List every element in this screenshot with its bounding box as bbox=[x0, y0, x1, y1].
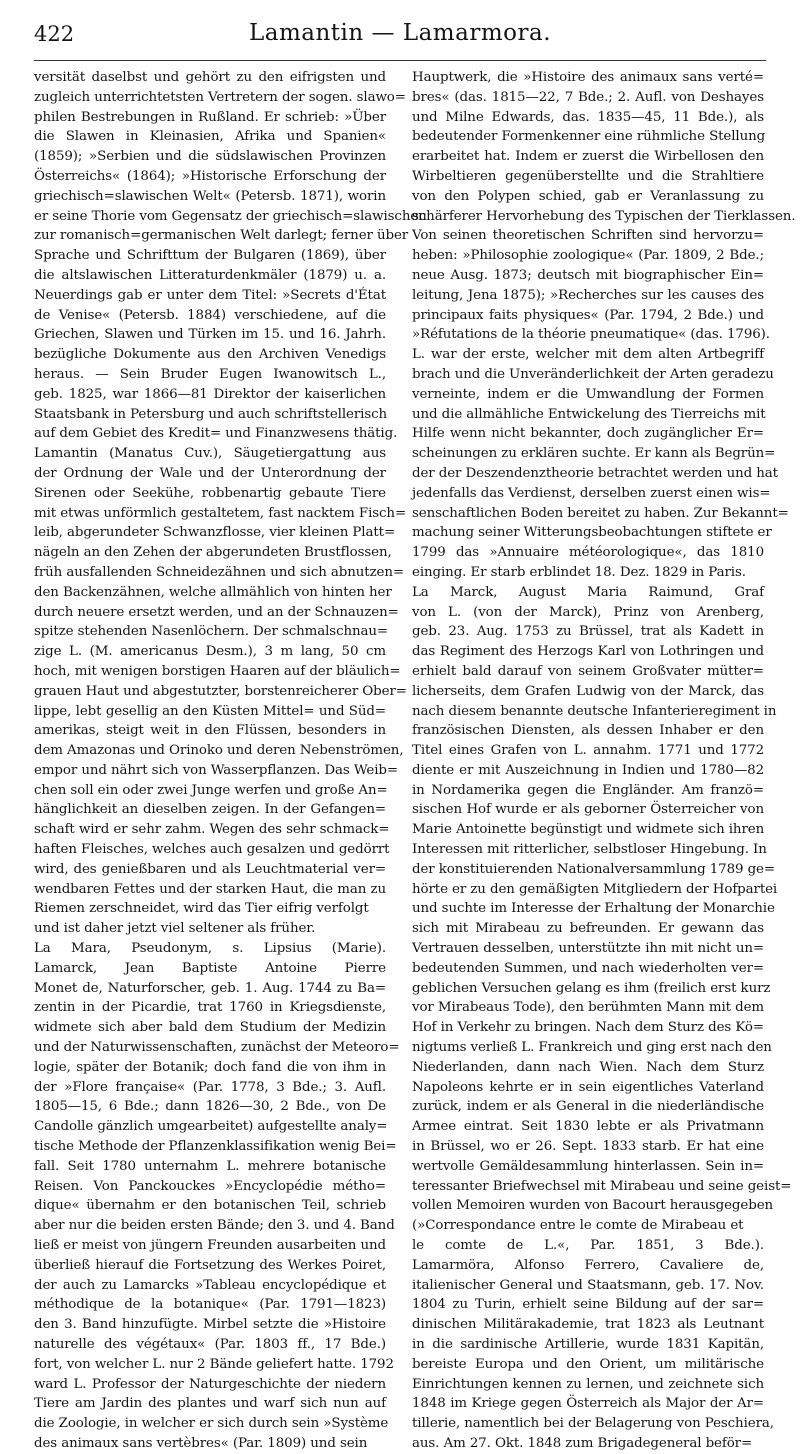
left-column-line: die Slawen in Kleinasien, Afrika und Spanien« bbox=[34, 129, 386, 145]
right-column-line: der konstituierenden Nationalversammlung 1789 ge= bbox=[412, 861, 775, 877]
left-column-line: den 3. Band hinzufügte. Mirbel setzte die »Histoire bbox=[34, 1317, 386, 1333]
left-column-line: Griechen, Slawen und Türken im 15. und 16. Jahrh. bbox=[34, 327, 386, 343]
right-column-line: La Marck, August Maria Raimund, Graf bbox=[412, 584, 764, 600]
right-column-line: geblichen Versuchen gelang es ihm (freilich erst kurz bbox=[412, 980, 771, 996]
left-column-line: früh ausfallenden Schneidezähnen und sich abnutzen= bbox=[34, 564, 405, 580]
right-column-line: Titel eines Grafen von L. annahm. 1771 und 1772 bbox=[412, 743, 764, 759]
left-column-line: naturelle des végétaux« (Par. 1803 ff., 17 Bde.) bbox=[34, 1337, 386, 1352]
right-column-line: italienischer General und Staatsmann, geb. 17. Nov. bbox=[412, 1277, 764, 1293]
left-column-line: fall. Seit 1780 unternahm L. mehrere botanische bbox=[34, 1158, 386, 1174]
left-column bbox=[34, 68, 427, 1454]
right-column-line: geb. 23. Aug. 1753 zu Brüssel, trat als Kadett in bbox=[412, 624, 764, 640]
running-head: Lamantin — Lamarmora. bbox=[248, 20, 552, 46]
left-column-line: Lamarck, Jean Baptiste Antoine Pierre bbox=[34, 960, 386, 976]
right-column-line: erarbeitet hat. Indem er zuerst die Wirbellosen den bbox=[412, 149, 764, 165]
right-column-line: nach diesem benannte deutsche Infanterieregiment in bbox=[412, 703, 777, 719]
right-column bbox=[412, 68, 796, 1454]
left-column-line: der auch zu Lamarcks »Tableau encyclopédique et bbox=[34, 1277, 386, 1293]
left-column-line: La Mara, Pseudonym, s. Lipsius (Marie). bbox=[34, 941, 386, 957]
left-column-line: empor und nährt sich von Wasserpflanzen. Das Weib= bbox=[34, 762, 399, 778]
right-column-line: einging. Er starb erblindet 18. Dez. 1829 in Paris. bbox=[412, 564, 746, 580]
right-column-line: heben: »Philosophie zoologique« (Par. 1809, 2 Bde.; bbox=[412, 248, 764, 264]
left-column-line: 1805—15, 6 Bde.; dann 1826—30, 2 Bde., von De bbox=[34, 1099, 386, 1115]
left-column-line: zur romanisch=germanischen Welt darlegt; ferner über bbox=[34, 228, 409, 244]
left-column-line: bezügliche Dokumente aus den Archiven Venedigs bbox=[34, 347, 386, 363]
left-column-line: versität daselbst und gehört zu den eifrigsten und bbox=[34, 70, 386, 85]
left-column-line: Riemen zerschneidet, wird das Tier eifrig verfolgt bbox=[34, 901, 369, 917]
right-column-line: senschaftlichen Boden bereitet zu haben. Zur Bekannt= bbox=[412, 505, 789, 521]
left-column-line: haften Fleisches, welches auch gesalzen und gedörrt bbox=[34, 842, 390, 858]
right-column-line: Hauptwerk, die »Histoire des animaux sans verté= bbox=[412, 70, 764, 85]
right-column-line: französischen Diensten, als dessen Inhaber er den bbox=[412, 723, 764, 739]
left-column-line: ließ er meist von jüngern Freunden ausarbeiten und bbox=[34, 1238, 386, 1254]
left-column-line: durch neuere ersetzt werden, und an der Schnauzen= bbox=[34, 604, 399, 620]
left-column-line: Tiere am Jardin des plantes und warf sich nun auf bbox=[34, 1396, 386, 1412]
right-column-line: in Brüssel, wo er 26. Sept. 1833 starb. Er hat eine bbox=[412, 1139, 764, 1155]
right-column-line: und suchte im Interesse der Erhaltung der Monarchie bbox=[412, 901, 775, 917]
left-column-line: und ist daher jetzt viel seltener als früher. bbox=[34, 921, 316, 937]
left-column-line: und der Naturwissenschaften, zunächst der Meteoro= bbox=[34, 1040, 400, 1056]
right-column-line: sich mit Mirabeau zu befreunden. Er gewann das bbox=[412, 921, 764, 937]
right-column-line: Wirbeltieren gegenüberstellte und die Strahltiere bbox=[412, 168, 764, 184]
right-column-line: vor Mirabeaus Tode), den berühmten Mann mit dem bbox=[412, 1000, 764, 1016]
left-column-line: Sprache und Schrifttum der Bulgaren (1869), über bbox=[34, 248, 386, 264]
right-column-line: 1799 das »Annuaire météorologique«, das 1810 bbox=[412, 545, 764, 561]
left-column-line: (1859); »Serbien und die südslawischen Provinzen bbox=[34, 149, 386, 165]
left-column-line: zentin in der Picardie, trat 1760 in Kriegsdienste, bbox=[34, 1000, 386, 1016]
page-number: 422 bbox=[34, 22, 75, 46]
left-column-line: wendbaren Fettes und der starken Haut, die man zu bbox=[34, 881, 386, 897]
left-column-line: zige L. (M. americanus Desm.), 3 m lang, 50 cm bbox=[34, 644, 386, 660]
left-column-line: er seine Thorie vom Gegensatz der griechisch=slawischen bbox=[34, 208, 427, 224]
left-column-line: dem Amazonas und Orinoko und deren Nebenströmen, bbox=[34, 743, 404, 759]
right-column-line: von den Polypen schied, gab er Veranlassung zu bbox=[412, 188, 764, 204]
right-column-line: der der Deszendenztheorie betrachtet werden und hat bbox=[412, 465, 778, 481]
right-column-line: teressanter Briefwechsel mit Mirabeau und seine geist= bbox=[412, 1178, 792, 1194]
right-column-line: nigtums verließ L. Frankreich und ging erst nach den bbox=[412, 1040, 772, 1056]
left-column-line: Reisen. Von Panckouckes »Encyclopédie métho= bbox=[34, 1178, 386, 1194]
left-column-line: spitze stehenden Nasenlöchern. Der schmalschnau= bbox=[34, 624, 389, 640]
left-column-line: Lamantin (Manatus Cuv.), Säugetiergattung aus bbox=[34, 446, 386, 462]
left-column-line: hänglichkeit an dieselben zeigen. In der Gefangen= bbox=[34, 802, 386, 818]
right-column-line: »Réfutations de la théorie pneumatique« (das. 1796). bbox=[412, 327, 770, 343]
left-column-line: schaft wird er sehr zahm. Wegen des sehr schmack= bbox=[34, 822, 390, 838]
right-column-line: 1804 zu Turin, erhielt seine Bildung auf der sar= bbox=[412, 1297, 764, 1313]
right-column-line: sischen Hof wurde er als geborner Österreicher von bbox=[412, 802, 764, 818]
left-column-line: die Zoologie, in welcher er sich durch sein »Système bbox=[34, 1416, 389, 1432]
right-column-line: verneinte, indem er die Umwandlung der Formen bbox=[412, 386, 764, 402]
right-column-line: Marie Antoinette begünstigt und widmete sich ihren bbox=[412, 822, 765, 838]
left-column-line: grauen Haut und abgestutzter, borstenreicherer Ober= bbox=[34, 683, 407, 699]
left-column-line: aber nur die beiden ersten Bände; den 3. und 4. Band bbox=[34, 1218, 395, 1234]
right-column-line: leitung, Jena 1875); »Recherches sur les causes des bbox=[412, 287, 764, 303]
right-column-line: bedeutenden Summen, und nach wiederholten ver= bbox=[412, 960, 764, 976]
right-column-line: brach und die Unveränderlichkeit der Arten geradezu bbox=[412, 366, 774, 382]
left-column-line: nägeln an den Zehen der abgerundeten Brustflossen, bbox=[34, 545, 392, 561]
right-column-line: in Nordamerika gegen die Engländer. Am franzö= bbox=[412, 782, 764, 798]
left-column-line: wird, des genießbaren und als Leuchtmaterial ver= bbox=[34, 861, 386, 877]
left-column-line: mit etwas unförmlich gestaltetem, fast nacktem Fisch= bbox=[34, 505, 407, 521]
right-column-line: Lamarmöra, Alfonso Ferrero, Cavaliere de, bbox=[412, 1257, 764, 1273]
page-header bbox=[34, 18, 766, 48]
left-column-line: heraus. — Sein Bruder Eugen Iwanowitsch L., bbox=[34, 366, 386, 382]
left-column-line: lippe, lebt gesellig an den Küsten Mittel= und Süd= bbox=[34, 703, 386, 719]
left-column-line: ward L. Professor der Naturgeschichte der niedern bbox=[34, 1376, 386, 1392]
right-column-line: Vertrauen desselben, unterstützte ihn mit nicht un= bbox=[412, 941, 764, 957]
left-column-line: chen soll ein oder zwei Junge werfen und große An= bbox=[34, 782, 388, 798]
left-column-line: philen Bestrebungen in Rußland. Er schrieb: »Über bbox=[34, 109, 386, 125]
right-column-line: schärferer Hervorhebung des Typischen der Tierklassen. bbox=[412, 208, 796, 224]
left-column-line: zugleich unterrichtetsten Vertretern der sogen. slawo= bbox=[34, 89, 406, 105]
left-column-line: méthodique de la botanique« (Par. 1791—1823) bbox=[34, 1297, 386, 1313]
left-column-line: Sirenen oder Seekühe, robbenartig gebaute Tiere bbox=[34, 485, 386, 501]
right-column-line: machung seiner Witterungsbeobachtungen stiftete er bbox=[412, 525, 772, 541]
left-column-line: der »Flore française« (Par. 1778, 3 Bde.; 3. Aufl. bbox=[34, 1079, 386, 1095]
left-column-line: die altslawischen Litteraturdenkmäler (1879) u. a. bbox=[34, 267, 386, 283]
right-column-line: bres« (das. 1815—22, 7 Bde.; 2. Aufl. von Deshayes bbox=[412, 89, 764, 105]
right-column-line: und die allmähliche Entwickelung des Tierreichs mit bbox=[412, 406, 766, 422]
right-column-line: Napoleons kehrte er in sein eigentliches Vaterland bbox=[412, 1079, 764, 1095]
right-column-line: von L. (von der Marck), Prinz von Arenberg, bbox=[412, 604, 764, 620]
left-column-line: griechisch=slawischen Welt« (Petersb. 1871), worin bbox=[34, 188, 386, 204]
left-column-line: des animaux sans vertèbres« (Par. 1809) und sein bbox=[34, 1435, 368, 1451]
right-column-line: Hof in Verkehr zu bringen. Nach dem Sturz des Kö= bbox=[412, 1020, 764, 1036]
right-column-line: bedeutender Formenkenner eine rühmliche Stellung bbox=[412, 129, 766, 145]
left-column-line: tische Methode der Pflanzenklassifikation wenig Bei= bbox=[34, 1139, 397, 1155]
left-column-line: leib, abgerundeter Schwanzflosse, vier kleinen Platt= bbox=[34, 525, 396, 541]
left-column-line: geb. 1825, war 1866—81 Direktor der kaiserlichen bbox=[34, 386, 386, 402]
right-column-line: tillerie, namentlich bei der Belagerung von Peschiera, bbox=[412, 1416, 774, 1432]
left-column-line: den Backenzähnen, welche allmählich von hinten her bbox=[34, 584, 392, 600]
left-column-line: Monet de, Naturforscher, geb. 1. Aug. 1744 zu Ba= bbox=[34, 980, 386, 996]
right-column-line: das Regiment des Herzogs Karl von Lothringen und bbox=[412, 644, 764, 660]
right-column-line: (»Correspondance entre le comte de Mirabeau et bbox=[412, 1218, 744, 1234]
right-column-line: le comte de L.«, Par. 1851, 3 Bde.). bbox=[412, 1238, 764, 1254]
left-column-line: logie, später der Botanik; doch fand die von ihm in bbox=[34, 1059, 386, 1075]
left-column-line: de Venise« (Petersb. 1884) verschiedene, auf die bbox=[34, 307, 386, 323]
left-column-line: Staatsbank in Petersburg und auch schriftstellerisch bbox=[34, 406, 388, 422]
right-column-line: erhielt bald darauf von seinem Großvater mütter= bbox=[412, 663, 764, 679]
right-column-line: neue Ausg. 1873; deutsch mit biographischer Ein= bbox=[412, 267, 764, 283]
left-column-line: auf dem Gebiet des Kredit= und Finanzwesens thätig. bbox=[34, 426, 398, 442]
left-column-line: hoch, mit wenigen borstigen Haaren auf der bläulich= bbox=[34, 663, 401, 679]
right-column-line: dinischen Militärakademie, trat 1823 als Leutnant bbox=[412, 1317, 764, 1333]
right-column-line: vollen Memoiren wurden von Bacourt herausgegeben bbox=[412, 1198, 774, 1214]
right-column-line: Hilfe wenn nicht bekannter, doch zugänglicher Er= bbox=[412, 426, 764, 442]
right-column-line: licherseits, dem Grafen Ludwig von der Marck, das bbox=[412, 683, 764, 699]
right-column-line: Von seinen theoretischen Schriften sind hervorzu= bbox=[412, 228, 764, 244]
left-column-line: widmete sich aber bald dem Studium der Medizin bbox=[34, 1020, 386, 1036]
right-column-line: Niederlanden, dann nach Wien. Nach dem Sturz bbox=[412, 1059, 764, 1075]
right-column-line: aus. Am 27. Okt. 1848 zum Brigadegeneral beför= bbox=[412, 1435, 753, 1451]
right-column-line: L. war der erste, welcher mit dem alten Artbegriff bbox=[412, 347, 764, 363]
left-column-line: überließ hierauf die Fortsetzung des Werkes Poiret, bbox=[34, 1257, 386, 1273]
right-column-line: wertvolle Gemäldesammlung hinterlassen. Sein in= bbox=[412, 1158, 764, 1174]
right-column-line: Interessen mit ritterlicher, selbstloser Hingebung. In bbox=[412, 842, 767, 858]
right-column-line: diente er mit Auszeichnung in Indien und 1780—82 bbox=[412, 762, 764, 778]
left-column-line: Candolle gänzlich umgearbeitet) aufgestellte analy= bbox=[34, 1119, 388, 1135]
left-column-line: Neuerdings gab er unter dem Titel: »Secrets d'État bbox=[34, 287, 386, 303]
right-column-line: jedenfalls das Verdienst, derselben zuerst einen wis= bbox=[412, 485, 771, 501]
right-column-line: Einrichtungen kennen zu lernen, und zeichnete sich bbox=[412, 1376, 764, 1392]
left-column-line: fort, von welcher L. nur 2 Bände geliefert hatte. 1792 bbox=[34, 1356, 394, 1372]
right-column-line: principaux faits physiques« (Par. 1794, 2 Bde.) und bbox=[412, 307, 764, 323]
right-column-line: hörte er zu den gemäßigten Mitgliedern der Hofpartei bbox=[412, 881, 778, 897]
right-column-line: und Milne Edwards, das. 1835—45, 11 Bde.), als bbox=[412, 109, 764, 125]
right-column-line: scheinungen zu erklären suchte. Er kann als Begrün= bbox=[412, 446, 776, 462]
header-rule bbox=[34, 60, 766, 61]
right-column-line: bereiste Europa und den Orient, um militärische bbox=[412, 1356, 764, 1372]
left-column-line: amerikas, steigt weit in den Flüssen, besonders in bbox=[34, 723, 386, 739]
right-column-line: Armee eintrat. Seit 1830 lebte er als Privatmann bbox=[412, 1119, 764, 1135]
right-column-line: zurück, indem er als General in die niederländische bbox=[412, 1099, 764, 1115]
left-column-line: der Ordnung der Wale und der Unterordnung der bbox=[34, 465, 386, 481]
left-column-line: dique« übernahm er den botanischen Teil, schrieb bbox=[34, 1198, 386, 1214]
right-column-line: 1848 im Kriege gegen Österreich als Major der Ar= bbox=[412, 1396, 764, 1412]
right-column-line: in die sardinische Artillerie, wurde 1831 Kapitän, bbox=[412, 1337, 764, 1352]
left-column-line: Österreichs« (1864); »Historische Erforschung der bbox=[34, 168, 386, 184]
